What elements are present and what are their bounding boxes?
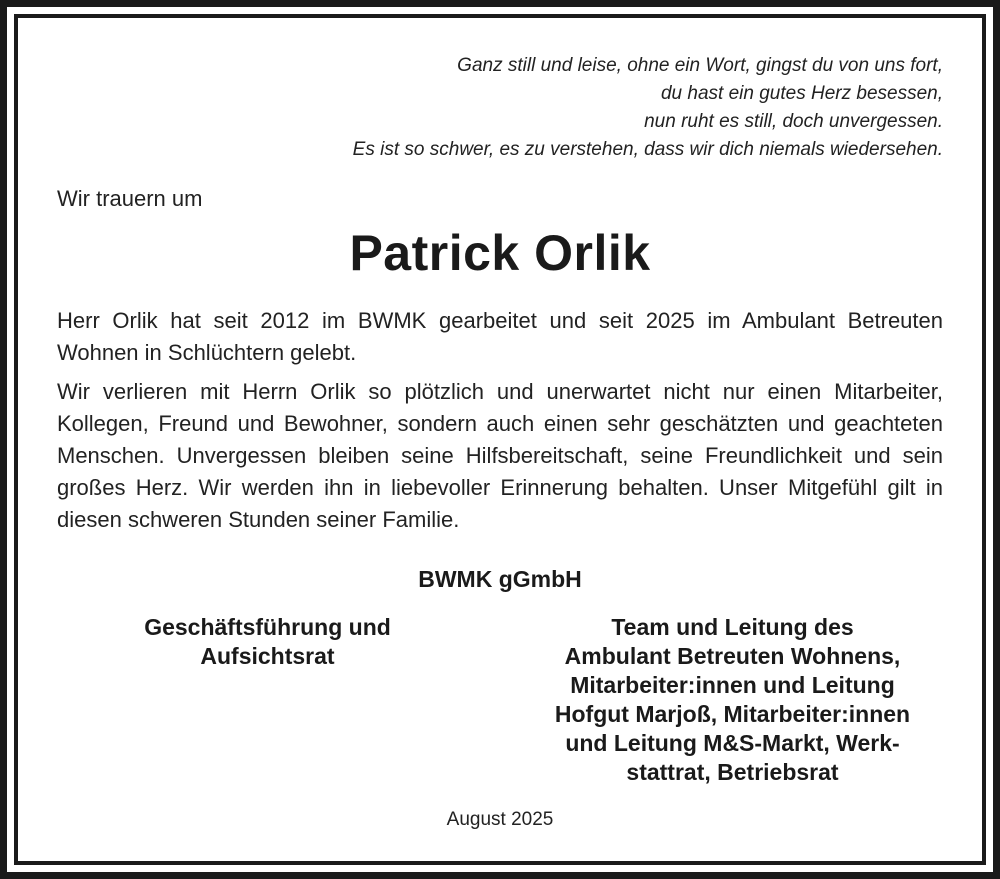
signature-left	[110, 613, 425, 671]
signature-right	[515, 613, 950, 787]
poem-line: nun ruht es still, doch unvergessen.	[644, 111, 943, 132]
deceased-name: Patrick Orlik	[349, 225, 651, 281]
signature-line: stattrat, Betriebsrat	[626, 759, 839, 785]
signature-line: Team und Leitung des	[611, 614, 854, 640]
paragraph-employment: Herr Orlik hat seit 2012 im BWMK gearbeitet und seit 2025 im Ambulant Betreuten Wohnen in Schlüchtern gelebt.	[57, 308, 943, 365]
signature-line: Ambulant Betreuten Wohnens,	[564, 643, 901, 669]
signature-line: Geschäftsführung und	[144, 614, 391, 640]
poem-line: du hast ein gutes Herz besessen,	[660, 83, 943, 104]
paragraph-tribute: Wir verlieren mit Herrn Orlik so plötzlich und unerwartet nicht nur einen Mitarbeiter, Kollegen, Freund und Bewohner, sondern auch einen sehr geschätzten und geachteten Menschen. Unvergessen bleiben seine Hilfsbereitschaft, seine Freundlichkeit und sein großes Herz. Wir werden ihn in liebevoller Erinnerung behalten. Unser Mitgefühl gilt in diesen schweren Stunden seiner Familie.	[57, 379, 943, 532]
signature-line: Aufsichtsrat	[200, 643, 335, 669]
signature-line: und Leitung M&S-Markt, Werk-	[565, 730, 900, 756]
poem-line: Ganz still und leise, ohne ein Wort, gingst du von uns fort,	[457, 55, 943, 76]
organization-name: BWMK gGmbH	[418, 566, 582, 592]
signature-line: Mitarbeiter:innen und Leitung	[570, 672, 895, 698]
intro-text: Wir trauern um	[57, 186, 203, 211]
date: August 2025	[446, 809, 554, 830]
signature-line: Hofgut Marjoß, Mitarbeiter:innen	[554, 701, 911, 727]
poem	[123, 52, 943, 164]
poem-line: Es ist so schwer, es zu verstehen, dass wir dich niemals wiedersehen.	[352, 139, 943, 160]
